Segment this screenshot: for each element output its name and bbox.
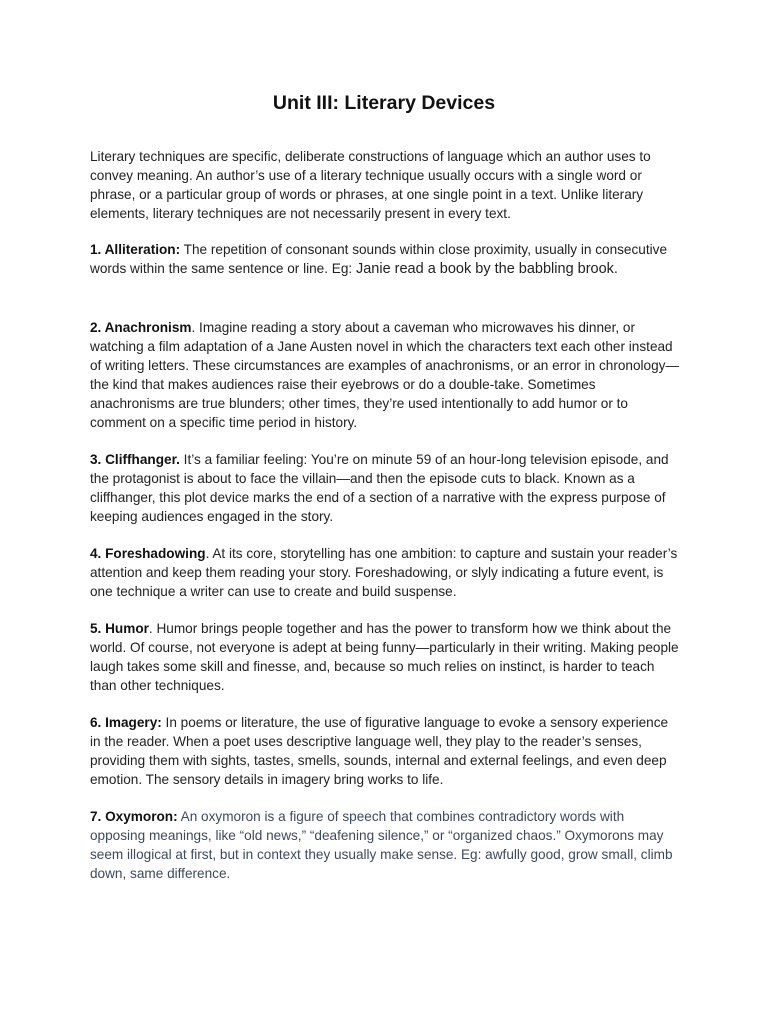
device-text: An oxymoron is a figure of speech that combines contradictory words with opposing meanings, like “old news,” “deafening silence,” or “organized chaos.” Oxymorons may seem illogical at first, but in context they usually make sense. Eg: awfully good, grow small, climb down, same difference. (90, 809, 673, 881)
device-alliteration (90, 240, 682, 279)
device-term: 7. Oxymoron: (90, 809, 178, 824)
device-term: 6. Imagery: (90, 715, 162, 730)
device-text: . Imagine reading a story about a caveman who microwaves his dinner, or watching a film adaptation of a Jane Austen novel in which the characters text each other instead of writing letters. These circumstances are examples of anachronisms, or an error in chronology—the kind that makes audiences raise their eyebrows or do a double-take. Sometimes anachronisms are true blunders; other times, they’re used intentionally to add humor or to comment on a specific time period in history. (90, 320, 680, 430)
device-example: Janie read a book by the babbling brook. (355, 261, 618, 277)
device-term: 3. Cliffhanger. (90, 452, 180, 467)
device-oxymoron (90, 807, 682, 883)
device-foreshadowing (90, 544, 682, 601)
device-text: It’s a familiar feeling: You’re on minute 59 of an hour-long television episode, and the protagonist is about to face the villain—and then the episode cuts to black. Known as a cliffhanger, this plot device marks the end of a section of a narrative with the express purpose of keeping audiences engaged in the story. (90, 452, 669, 524)
device-text: . Humor brings people together and has the power to transform how we think about the world. Of course, not everyone is adept at being funny—particularly in their writing. Making people laugh takes some skill and finesse, and, because so much relies on instinct, is harder to teach than other techniques. (90, 621, 679, 693)
device-humor (90, 619, 682, 695)
device-term: 5. Humor (90, 621, 149, 636)
device-term: 2. Anachronism (90, 320, 192, 335)
device-text: The repetition of consonant sounds within close proximity, usually in consecutive words within the same sentence or line. Eg: (90, 242, 668, 276)
intro-paragraph: Literary techniques are specific, deliberate constructions of language which an author uses to convey meaning. An author’s use of a literary technique usually occurs with a single word or phrase, or a particular group of words or phrases, at one single point in a text. Unlike literary elements, literary techniques are not necessarily present in every text. (90, 149, 651, 221)
device-anachronism (90, 318, 682, 432)
device-term: 1. Alliteration: (90, 242, 181, 257)
device-text: . At its core, storytelling has one ambition: to capture and sustain your reader’s attention and keep them reading your story. Foreshadowing, or slyly indicating a future event, is one technique a writer can use to create and build suspense. (90, 546, 678, 599)
page-title: Unit III: Literary Devices (272, 92, 496, 114)
device-text: In poems or literature, the use of figurative language to evoke a sensory experience in the reader. When a poet uses descriptive language well, they play to the reader’s senses, providing them with sights, tastes, smells, sounds, internal and external feelings, and even deep emotion. The sensory details in imagery bring works to life. (90, 715, 669, 787)
device-cliffhanger (90, 450, 682, 526)
device-term: 4. Foreshadowing (90, 546, 206, 561)
device-imagery (90, 713, 682, 789)
